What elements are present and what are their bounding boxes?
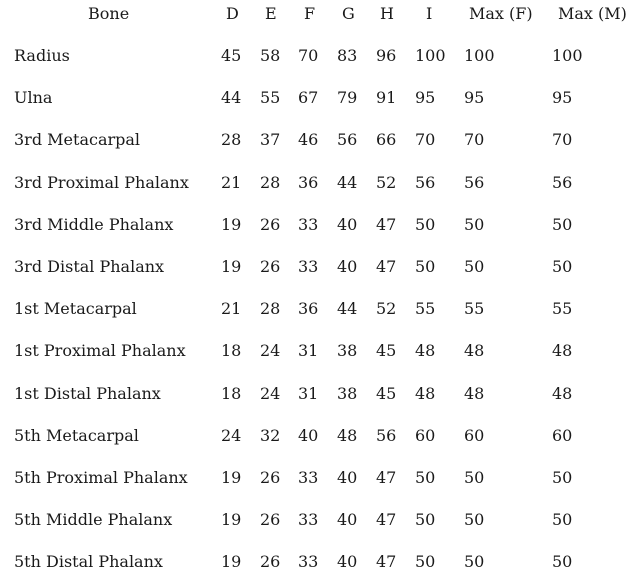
cell-bone: 5th Proximal Phalanx: [14, 467, 188, 487]
cell-e: 26: [260, 214, 281, 234]
header-g: G: [342, 4, 355, 23]
cell-i: 70: [415, 130, 436, 150]
cell-g: 44: [337, 172, 358, 192]
cell-f: 40: [298, 425, 319, 445]
cell-f: 33: [298, 467, 319, 487]
table-row: [0, 534, 633, 576]
cell-d: 18: [221, 383, 242, 403]
cell-max-m: 50: [552, 214, 573, 234]
cell-bone: 1st Proximal Phalanx: [14, 341, 186, 361]
cell-g: 40: [337, 552, 358, 572]
cell-g: 38: [337, 383, 358, 403]
table-row: [0, 155, 633, 197]
cell-max-m: 50: [552, 467, 573, 487]
cell-bone: 3rd Metacarpal: [14, 130, 141, 150]
cell-g: 79: [337, 88, 358, 108]
cell-e: 26: [260, 256, 281, 276]
cell-e: 58: [260, 46, 281, 65]
cell-e: 26: [260, 467, 281, 487]
cell-max-f: 50: [464, 510, 485, 530]
table-row: [0, 70, 633, 112]
cell-i: 60: [415, 425, 436, 445]
header-f: F: [304, 4, 316, 23]
cell-d: 19: [221, 214, 242, 234]
cell-g: 83: [337, 46, 358, 65]
cell-d: 18: [221, 341, 242, 361]
cell-f: 70: [298, 46, 319, 65]
table-header-row: [0, 0, 633, 28]
cell-h: 91: [376, 88, 397, 108]
cell-i: 48: [415, 383, 436, 403]
cell-i: 48: [415, 341, 436, 361]
cell-max-f: 50: [464, 552, 485, 572]
cell-h: 47: [376, 510, 397, 530]
cell-bone: 3rd Distal Phalanx: [14, 256, 165, 276]
table-body: [0, 28, 633, 576]
cell-e: 24: [260, 383, 281, 403]
cell-h: 52: [376, 172, 397, 192]
cell-max-m: 100: [552, 46, 583, 65]
header-max-f: Max (F): [469, 4, 533, 23]
header-max-m: Max (M): [558, 4, 627, 23]
cell-h: 45: [376, 383, 397, 403]
cell-max-m: 70: [552, 130, 573, 150]
cell-h: 56: [376, 425, 397, 445]
cell-g: 44: [337, 299, 358, 319]
cell-max-m: 50: [552, 552, 573, 572]
cell-d: 44: [221, 88, 242, 108]
cell-h: 52: [376, 299, 397, 319]
cell-e: 32: [260, 425, 281, 445]
cell-max-m: 50: [552, 256, 573, 276]
cell-max-f: 48: [464, 341, 485, 361]
cell-max-f: 50: [464, 467, 485, 487]
cell-bone: 1st Metacarpal: [14, 299, 137, 319]
cell-d: 45: [221, 46, 242, 65]
cell-e: 24: [260, 341, 281, 361]
cell-bone: Radius: [14, 46, 70, 65]
table-row: [0, 450, 633, 492]
table-row: [0, 112, 633, 154]
cell-bone: 1st Distal Phalanx: [14, 383, 161, 403]
header-h: H: [380, 4, 394, 23]
cell-h: 47: [376, 467, 397, 487]
cell-d: 19: [221, 467, 242, 487]
cell-d: 21: [221, 299, 242, 319]
cell-max-f: 50: [464, 256, 485, 276]
cell-g: 48: [337, 425, 358, 445]
cell-i: 100: [415, 46, 446, 65]
cell-e: 26: [260, 510, 281, 530]
header-d: D: [226, 4, 239, 23]
cell-d: 21: [221, 172, 242, 192]
cell-d: 19: [221, 256, 242, 276]
cell-i: 55: [415, 299, 436, 319]
cell-bone: 5th Metacarpal: [14, 425, 139, 445]
cell-bone: 3rd Proximal Phalanx: [14, 172, 189, 192]
cell-bone: 5th Distal Phalanx: [14, 552, 163, 572]
table-row: [0, 239, 633, 281]
cell-f: 33: [298, 256, 319, 276]
cell-f: 46: [298, 130, 319, 150]
cell-e: 37: [260, 130, 281, 150]
cell-max-m: 56: [552, 172, 573, 192]
cell-f: 36: [298, 172, 319, 192]
cell-bone: 5th Middle Phalanx: [14, 510, 173, 530]
cell-f: 33: [298, 552, 319, 572]
cell-f: 33: [298, 214, 319, 234]
table-row: [0, 366, 633, 408]
cell-h: 47: [376, 256, 397, 276]
cell-bone: Ulna: [14, 88, 53, 108]
cell-max-f: 60: [464, 425, 485, 445]
cell-f: 31: [298, 341, 319, 361]
cell-max-m: 48: [552, 341, 573, 361]
cell-i: 56: [415, 172, 436, 192]
cell-h: 47: [376, 552, 397, 572]
cell-i: 50: [415, 256, 436, 276]
table-row: [0, 492, 633, 534]
cell-bone: 3rd Middle Phalanx: [14, 214, 174, 234]
cell-max-f: 50: [464, 214, 485, 234]
cell-max-f: 56: [464, 172, 485, 192]
cell-max-f: 55: [464, 299, 485, 319]
table-row: [0, 28, 633, 70]
cell-g: 40: [337, 467, 358, 487]
cell-d: 24: [221, 425, 242, 445]
cell-h: 96: [376, 46, 397, 65]
header-bone: Bone: [88, 4, 130, 23]
header-i: I: [426, 4, 433, 23]
header-e: E: [265, 4, 277, 23]
table-row: [0, 323, 633, 365]
cell-d: 19: [221, 510, 242, 530]
cell-e: 28: [260, 172, 281, 192]
cell-e: 26: [260, 552, 281, 572]
cell-i: 50: [415, 510, 436, 530]
cell-d: 28: [221, 130, 242, 150]
cell-g: 40: [337, 256, 358, 276]
cell-d: 19: [221, 552, 242, 572]
cell-max-m: 60: [552, 425, 573, 445]
cell-h: 66: [376, 130, 397, 150]
cell-e: 55: [260, 88, 281, 108]
cell-g: 40: [337, 214, 358, 234]
cell-max-f: 100: [464, 46, 495, 65]
cell-i: 95: [415, 88, 436, 108]
cell-f: 36: [298, 299, 319, 319]
cell-f: 33: [298, 510, 319, 530]
cell-f: 31: [298, 383, 319, 403]
cell-g: 40: [337, 510, 358, 530]
cell-max-f: 48: [464, 383, 485, 403]
cell-i: 50: [415, 467, 436, 487]
cell-h: 47: [376, 214, 397, 234]
cell-max-f: 70: [464, 130, 485, 150]
cell-max-m: 48: [552, 383, 573, 403]
cell-h: 45: [376, 341, 397, 361]
cell-max-m: 55: [552, 299, 573, 319]
table-row: [0, 281, 633, 323]
cell-g: 56: [337, 130, 358, 150]
cell-i: 50: [415, 552, 436, 572]
cell-max-f: 95: [464, 88, 485, 108]
cell-max-m: 95: [552, 88, 573, 108]
cell-g: 38: [337, 341, 358, 361]
table-row: [0, 408, 633, 450]
cell-i: 50: [415, 214, 436, 234]
cell-max-m: 50: [552, 510, 573, 530]
table-row: [0, 197, 633, 239]
cell-f: 67: [298, 88, 319, 108]
cell-e: 28: [260, 299, 281, 319]
